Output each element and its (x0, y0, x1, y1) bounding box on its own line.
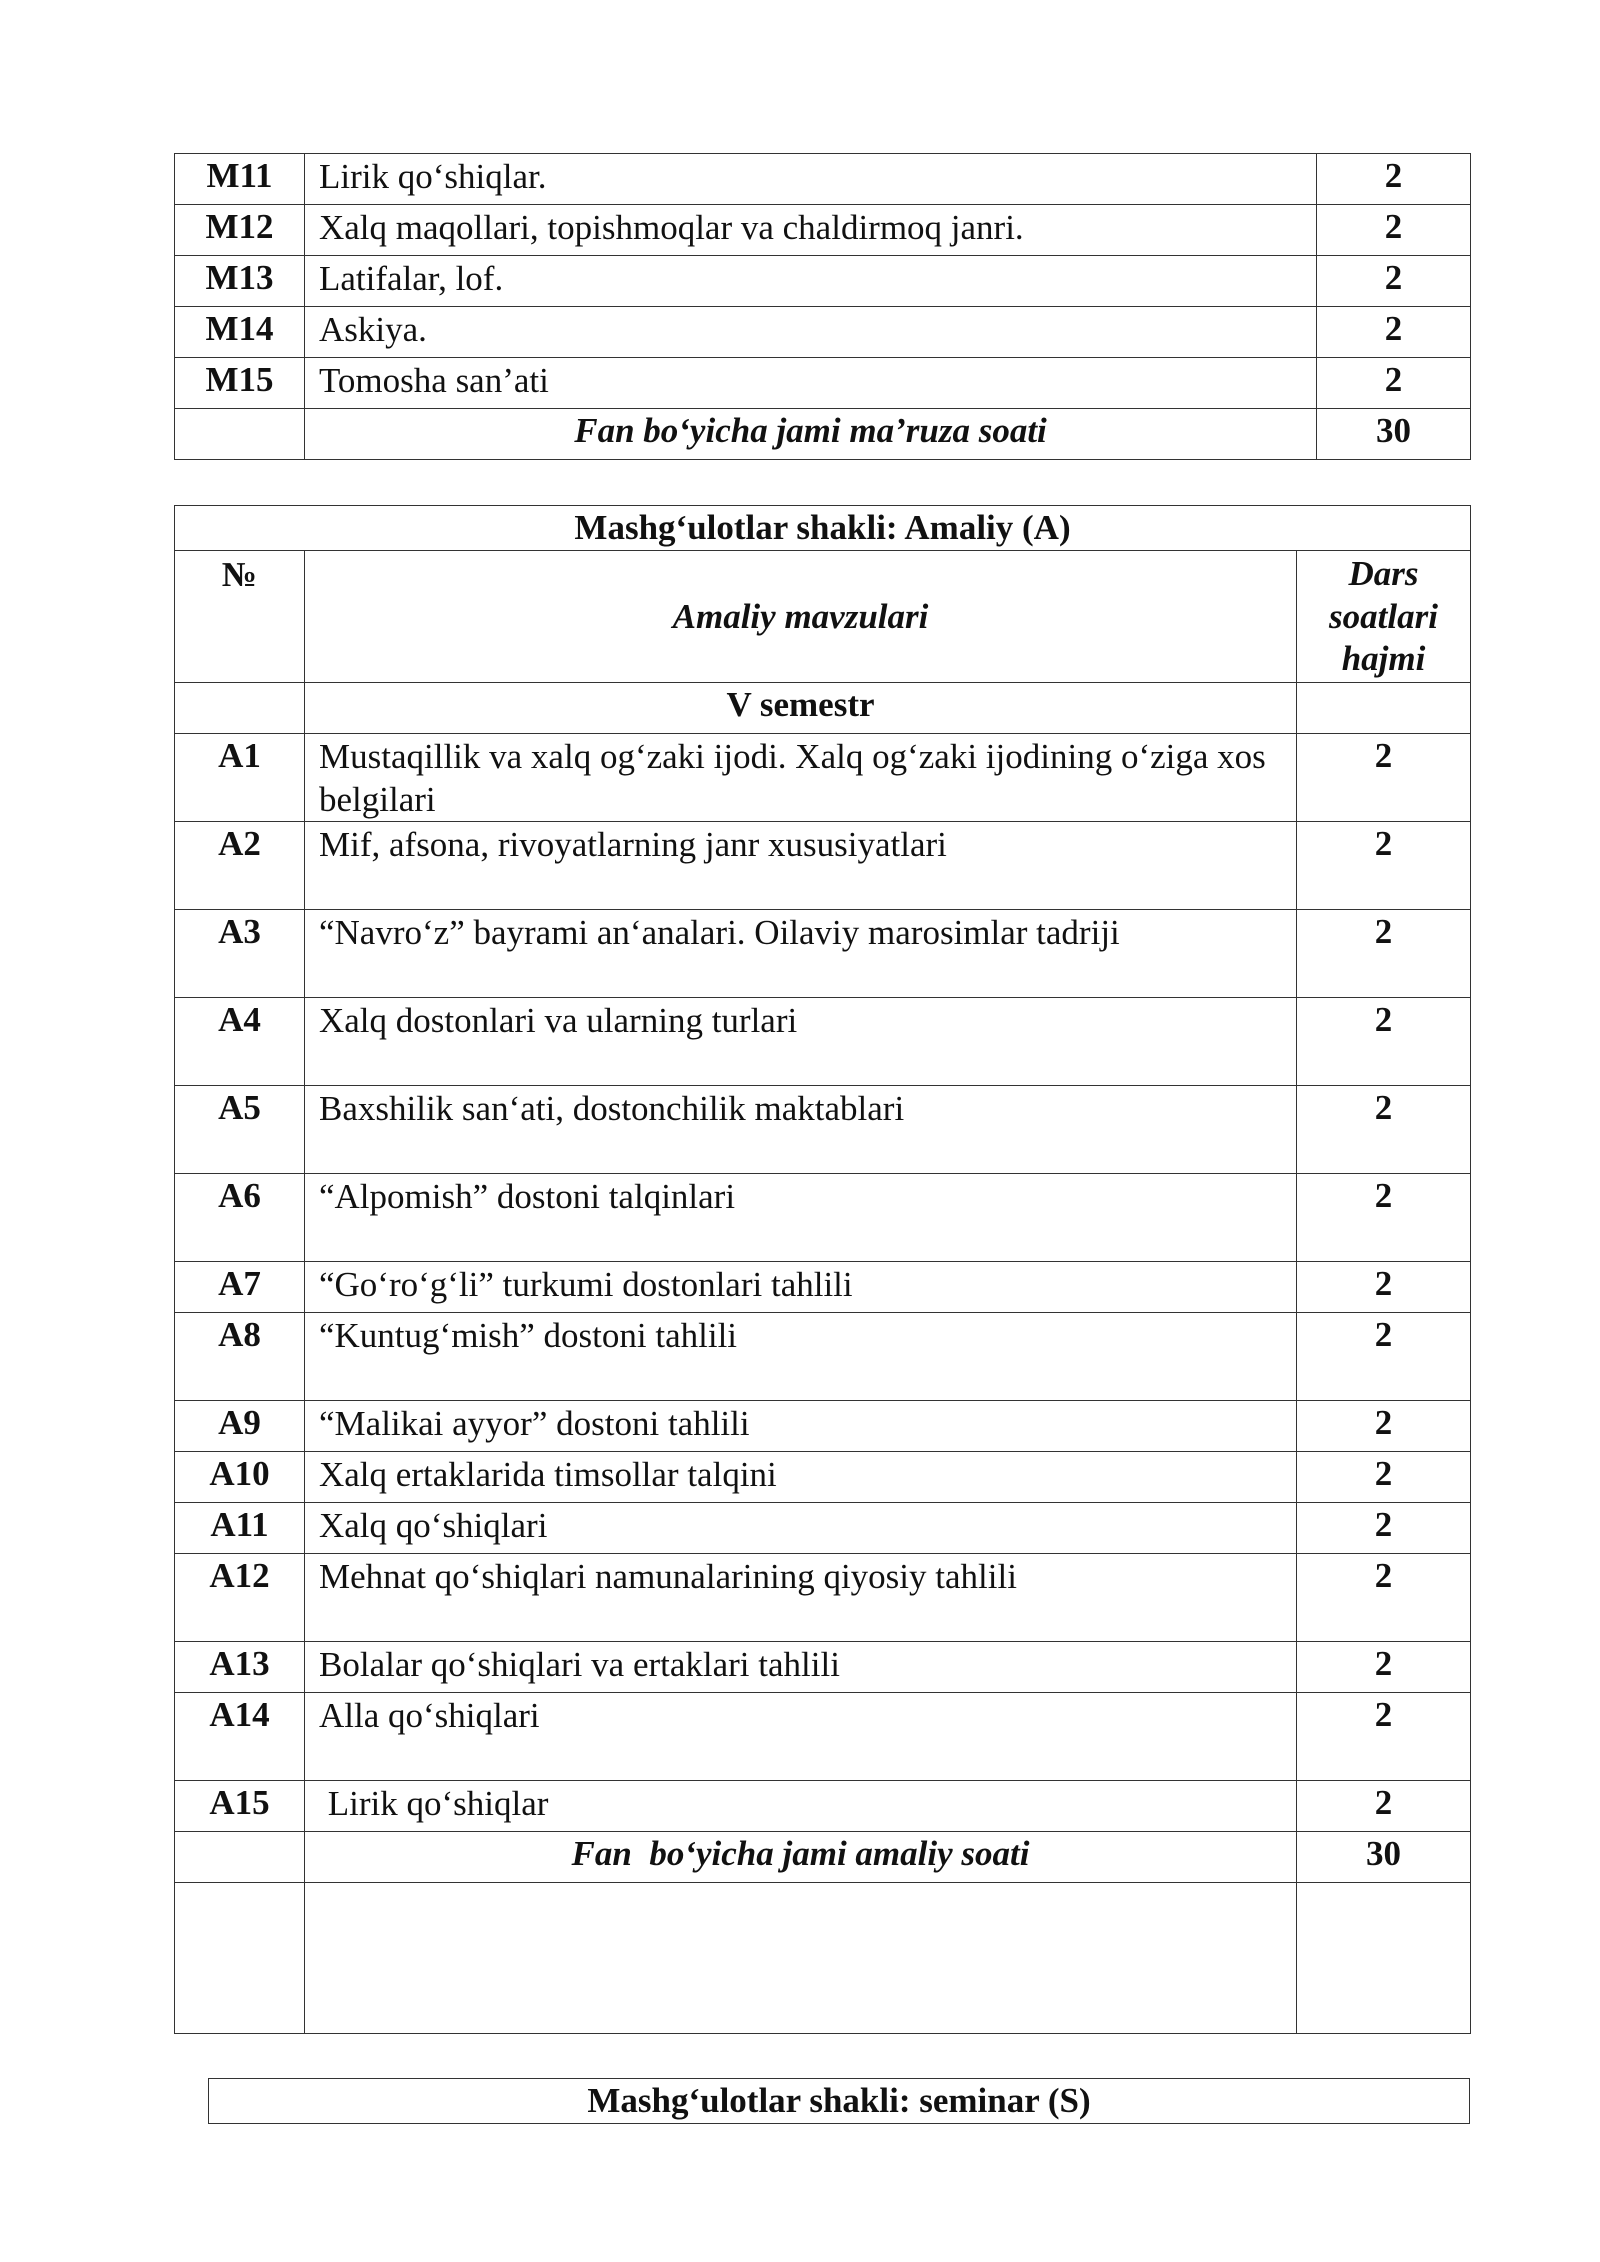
total-label: Fan bo‘yicha jami amaliy soati (305, 1832, 1297, 1883)
row-code: A2 (175, 822, 305, 910)
row-topic: Latifalar, lof. (305, 256, 1317, 307)
col-topic-header: Amaliy mavzulari (305, 551, 1297, 683)
row-topic: Xalq qo‘shiqlari (305, 1503, 1297, 1554)
row-hours: 2 (1297, 1174, 1471, 1262)
row-code: A5 (175, 1086, 305, 1174)
empty-cell (1297, 683, 1471, 734)
seminar-table (208, 2078, 1470, 2124)
col-number-header: № (175, 551, 305, 683)
row-hours: 2 (1317, 205, 1471, 256)
row-code: M13 (175, 256, 305, 307)
row-topic: Xalq maqollari, topishmoqlar va chaldirmoq janri. (305, 205, 1317, 256)
row-code: A1 (175, 734, 305, 822)
row-hours: 2 (1297, 998, 1471, 1086)
row-code: A11 (175, 1503, 305, 1554)
table-row (175, 998, 1471, 1086)
row-hours: 2 (1297, 1503, 1471, 1554)
row-code: M12 (175, 205, 305, 256)
table-row (175, 154, 1471, 205)
row-topic: Tomosha san’ati (305, 358, 1317, 409)
row-hours: 2 (1297, 1086, 1471, 1174)
row-topic: Lirik qo‘shiqlar (305, 1781, 1297, 1832)
table-row (175, 256, 1471, 307)
row-topic: Lirik qo‘shiqlar. (305, 154, 1317, 205)
row-code: A7 (175, 1262, 305, 1313)
empty-cell (175, 683, 305, 734)
empty-cell (1297, 1883, 1471, 2034)
semester-row (175, 683, 1471, 734)
total-hours: 30 (1317, 409, 1471, 460)
total-label: Fan bo‘yicha jami ma’ruza soati (305, 409, 1317, 460)
row-code: A3 (175, 910, 305, 998)
empty-cell (175, 409, 305, 460)
total-row (175, 1832, 1471, 1883)
row-hours: 2 (1297, 1781, 1471, 1832)
table-row (175, 1401, 1471, 1452)
table-row (175, 1642, 1471, 1693)
table-row (175, 822, 1471, 910)
table-row (175, 1262, 1471, 1313)
row-code: M11 (175, 154, 305, 205)
table-row (175, 358, 1471, 409)
row-topic: Mustaqillik va xalq og‘zaki ijodi. Xalq og‘zaki ijodining o‘ziga xos belgilari (305, 734, 1297, 822)
table-row (175, 1503, 1471, 1554)
row-topic: Askiya. (305, 307, 1317, 358)
total-row (175, 409, 1471, 460)
row-topic: “Malikai ayyor” dostoni tahlili (305, 1401, 1297, 1452)
row-topic: Baxshilik san‘ati, dostonchilik maktablari (305, 1086, 1297, 1174)
table-row (175, 910, 1471, 998)
row-hours: 2 (1297, 1452, 1471, 1503)
table-row (175, 1554, 1471, 1642)
row-code: M14 (175, 307, 305, 358)
table-row (175, 1693, 1471, 1781)
semester-label: V semestr (305, 683, 1297, 734)
row-code: A15 (175, 1781, 305, 1832)
row-hours: 2 (1317, 358, 1471, 409)
row-topic: “Navro‘z” bayrami an‘analari. Oilaviy marosimlar tadriji (305, 910, 1297, 998)
practical-table (174, 505, 1471, 2034)
table-row (175, 1452, 1471, 1503)
row-hours: 2 (1297, 910, 1471, 998)
row-code: A9 (175, 1401, 305, 1452)
header-row (175, 551, 1471, 683)
row-hours: 2 (1297, 1262, 1471, 1313)
row-topic: Mehnat qo‘shiqlari namunalarining qiyosiy tahlili (305, 1554, 1297, 1642)
row-hours: 2 (1297, 1313, 1471, 1401)
row-hours: 2 (1297, 1554, 1471, 1642)
row-code: A8 (175, 1313, 305, 1401)
row-hours: 2 (1317, 307, 1471, 358)
row-hours: 2 (1317, 154, 1471, 205)
empty-cell (175, 1883, 305, 2034)
section-title: Mashg‘ulotlar shakli: Amaliy (A) (175, 506, 1471, 551)
row-topic: “Kuntug‘mish” dostoni tahlili (305, 1313, 1297, 1401)
table-row (175, 205, 1471, 256)
lecture-table (174, 153, 1471, 460)
row-topic: “Alpomish” dostoni talqinlari (305, 1174, 1297, 1262)
row-hours: 2 (1297, 1642, 1471, 1693)
table-row (175, 1086, 1471, 1174)
row-code: A13 (175, 1642, 305, 1693)
row-topic: Xalq dostonlari va ularning turlari (305, 998, 1297, 1086)
empty-row (175, 1883, 1471, 2034)
table-row (175, 1313, 1471, 1401)
row-code: A14 (175, 1693, 305, 1781)
row-topic: “Go‘ro‘g‘li” turkumi dostonlari tahlili (305, 1262, 1297, 1313)
row-topic: Alla qo‘shiqlari (305, 1693, 1297, 1781)
table-row (175, 1174, 1471, 1262)
row-hours: 2 (1297, 822, 1471, 910)
row-topic: Bolalar qo‘shiqlari va ertaklari tahlili (305, 1642, 1297, 1693)
row-code: A6 (175, 1174, 305, 1262)
row-topic: Mif, afsona, rivoyatlarning janr xususiyatlari (305, 822, 1297, 910)
section-title-row (175, 506, 1471, 551)
section-title-row (209, 2079, 1470, 2124)
table-row (175, 1781, 1471, 1832)
row-code: A12 (175, 1554, 305, 1642)
table-row (175, 734, 1471, 822)
empty-cell (305, 1883, 1297, 2034)
empty-cell (175, 1832, 305, 1883)
row-code: A4 (175, 998, 305, 1086)
col-hours-header: Dars soatlari hajmi (1297, 551, 1471, 683)
total-hours: 30 (1297, 1832, 1471, 1883)
table-row (175, 307, 1471, 358)
row-hours: 2 (1297, 734, 1471, 822)
row-hours: 2 (1297, 1401, 1471, 1452)
section-title: Mashg‘ulotlar shakli: seminar (S) (209, 2079, 1470, 2124)
row-topic: Xalq ertaklarida timsollar talqini (305, 1452, 1297, 1503)
row-code: A10 (175, 1452, 305, 1503)
row-code: M15 (175, 358, 305, 409)
row-hours: 2 (1317, 256, 1471, 307)
row-hours: 2 (1297, 1693, 1471, 1781)
